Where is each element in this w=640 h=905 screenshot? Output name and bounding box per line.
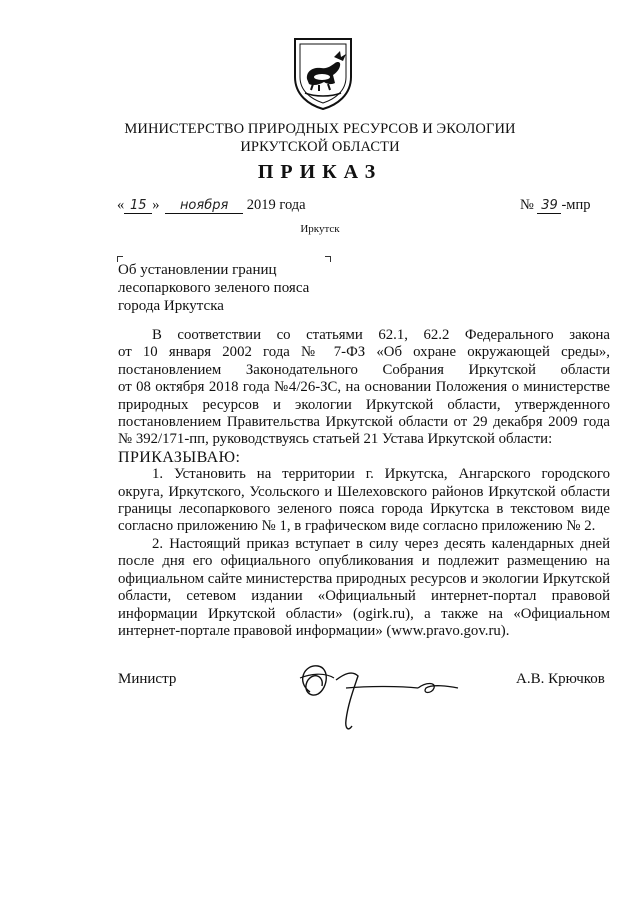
- date-day: 15: [124, 198, 152, 214]
- preamble-line: от 10 января 2002 года № 7-ФЗ «Об охране окружающей среды»,: [118, 344, 610, 361]
- signer-position: Министр: [118, 671, 177, 687]
- item-2-line: информации Иркутской области» (ogirk.ru), а также на «Официальном: [118, 605, 610, 622]
- preamble-line: В соответствии со статьями 62.1, 62.2 Федерального закона: [152, 327, 610, 343]
- handwritten-signature: [290, 648, 470, 738]
- preamble-line: от 08 октября 2018 года №4/26-ЗС, на основании Положения о министерстве: [118, 379, 610, 396]
- date-month: ноября: [165, 198, 243, 214]
- preamble-line: № 392/171-пп, руководствуясь статьей 21 Устава Иркутской области:: [118, 431, 553, 448]
- signer-name: А.В. Крючков: [516, 671, 605, 687]
- item-2-line: интернет-портале правовой информации» (www.pravo.gov.ru).: [118, 622, 510, 639]
- order-body: [118, 327, 610, 640]
- item-2-line: официальном сайте министерства природных ресурсов и экологии Иркутской: [118, 570, 610, 587]
- ministry-name-line-1: МИНИСТЕРСТВО ПРИРОДНЫХ РЕСУРСОВ И ЭКОЛОГИИ: [124, 121, 516, 137]
- subject-line: лесопаркового зеленого пояса: [118, 280, 310, 296]
- number-suffix: -мпр: [561, 197, 591, 213]
- number-value: 39: [537, 198, 561, 214]
- date-close-quote: »: [152, 197, 160, 213]
- item-1-line: округа, Иркутского, Усольского и Шелеховского районов Иркутской области: [118, 483, 610, 500]
- order-subject: [118, 261, 309, 315]
- city-name: Иркутск: [300, 223, 340, 235]
- order-word: ПРИКАЗЫВАЮ:: [118, 448, 241, 466]
- date-open-quote: «: [117, 197, 125, 213]
- preamble-line: природных ресурсов и экологии Иркутской области, утвержденного: [118, 396, 610, 413]
- subject-corner-mark-right: [325, 256, 331, 262]
- item-1-line: согласно приложению № 1, в графическом виде согласно приложению № 2.: [118, 518, 596, 535]
- item-2-line: области, сетевом издании «Официальный интернет-портал правовой: [118, 588, 610, 605]
- number-prefix: №: [520, 197, 534, 213]
- subject-line: Об установлении границ: [118, 262, 277, 278]
- date-year: 2019 года: [246, 197, 306, 213]
- subject-line: города Иркутска: [118, 298, 224, 314]
- preamble-line: постановлением Правительства Иркутской области от 29 декабря 2009 года: [118, 414, 610, 431]
- order-date: [117, 197, 306, 214]
- document-title: ПРИКАЗ: [257, 161, 383, 183]
- ministry-name-line-2: ИРКУТСКОЙ ОБЛАСТИ: [240, 139, 400, 155]
- item-1-line: границы лесопаркового зеленого пояса города Иркутска в текстовом виде: [118, 501, 610, 518]
- preamble-line: постановлением Законодательного Собрания Иркутской области: [118, 361, 610, 378]
- item-2-line: после дня его официального опубликования и подлежит размещению на: [118, 553, 610, 570]
- item-2-line: 2. Настоящий приказ вступает в силу через десять календарных дней: [152, 535, 610, 552]
- irkutsk-coat-of-arms-icon: [291, 37, 355, 111]
- order-number: [520, 197, 590, 214]
- item-1-line: 1. Установить на территории г. Иркутска, Ангарского городского: [152, 466, 610, 483]
